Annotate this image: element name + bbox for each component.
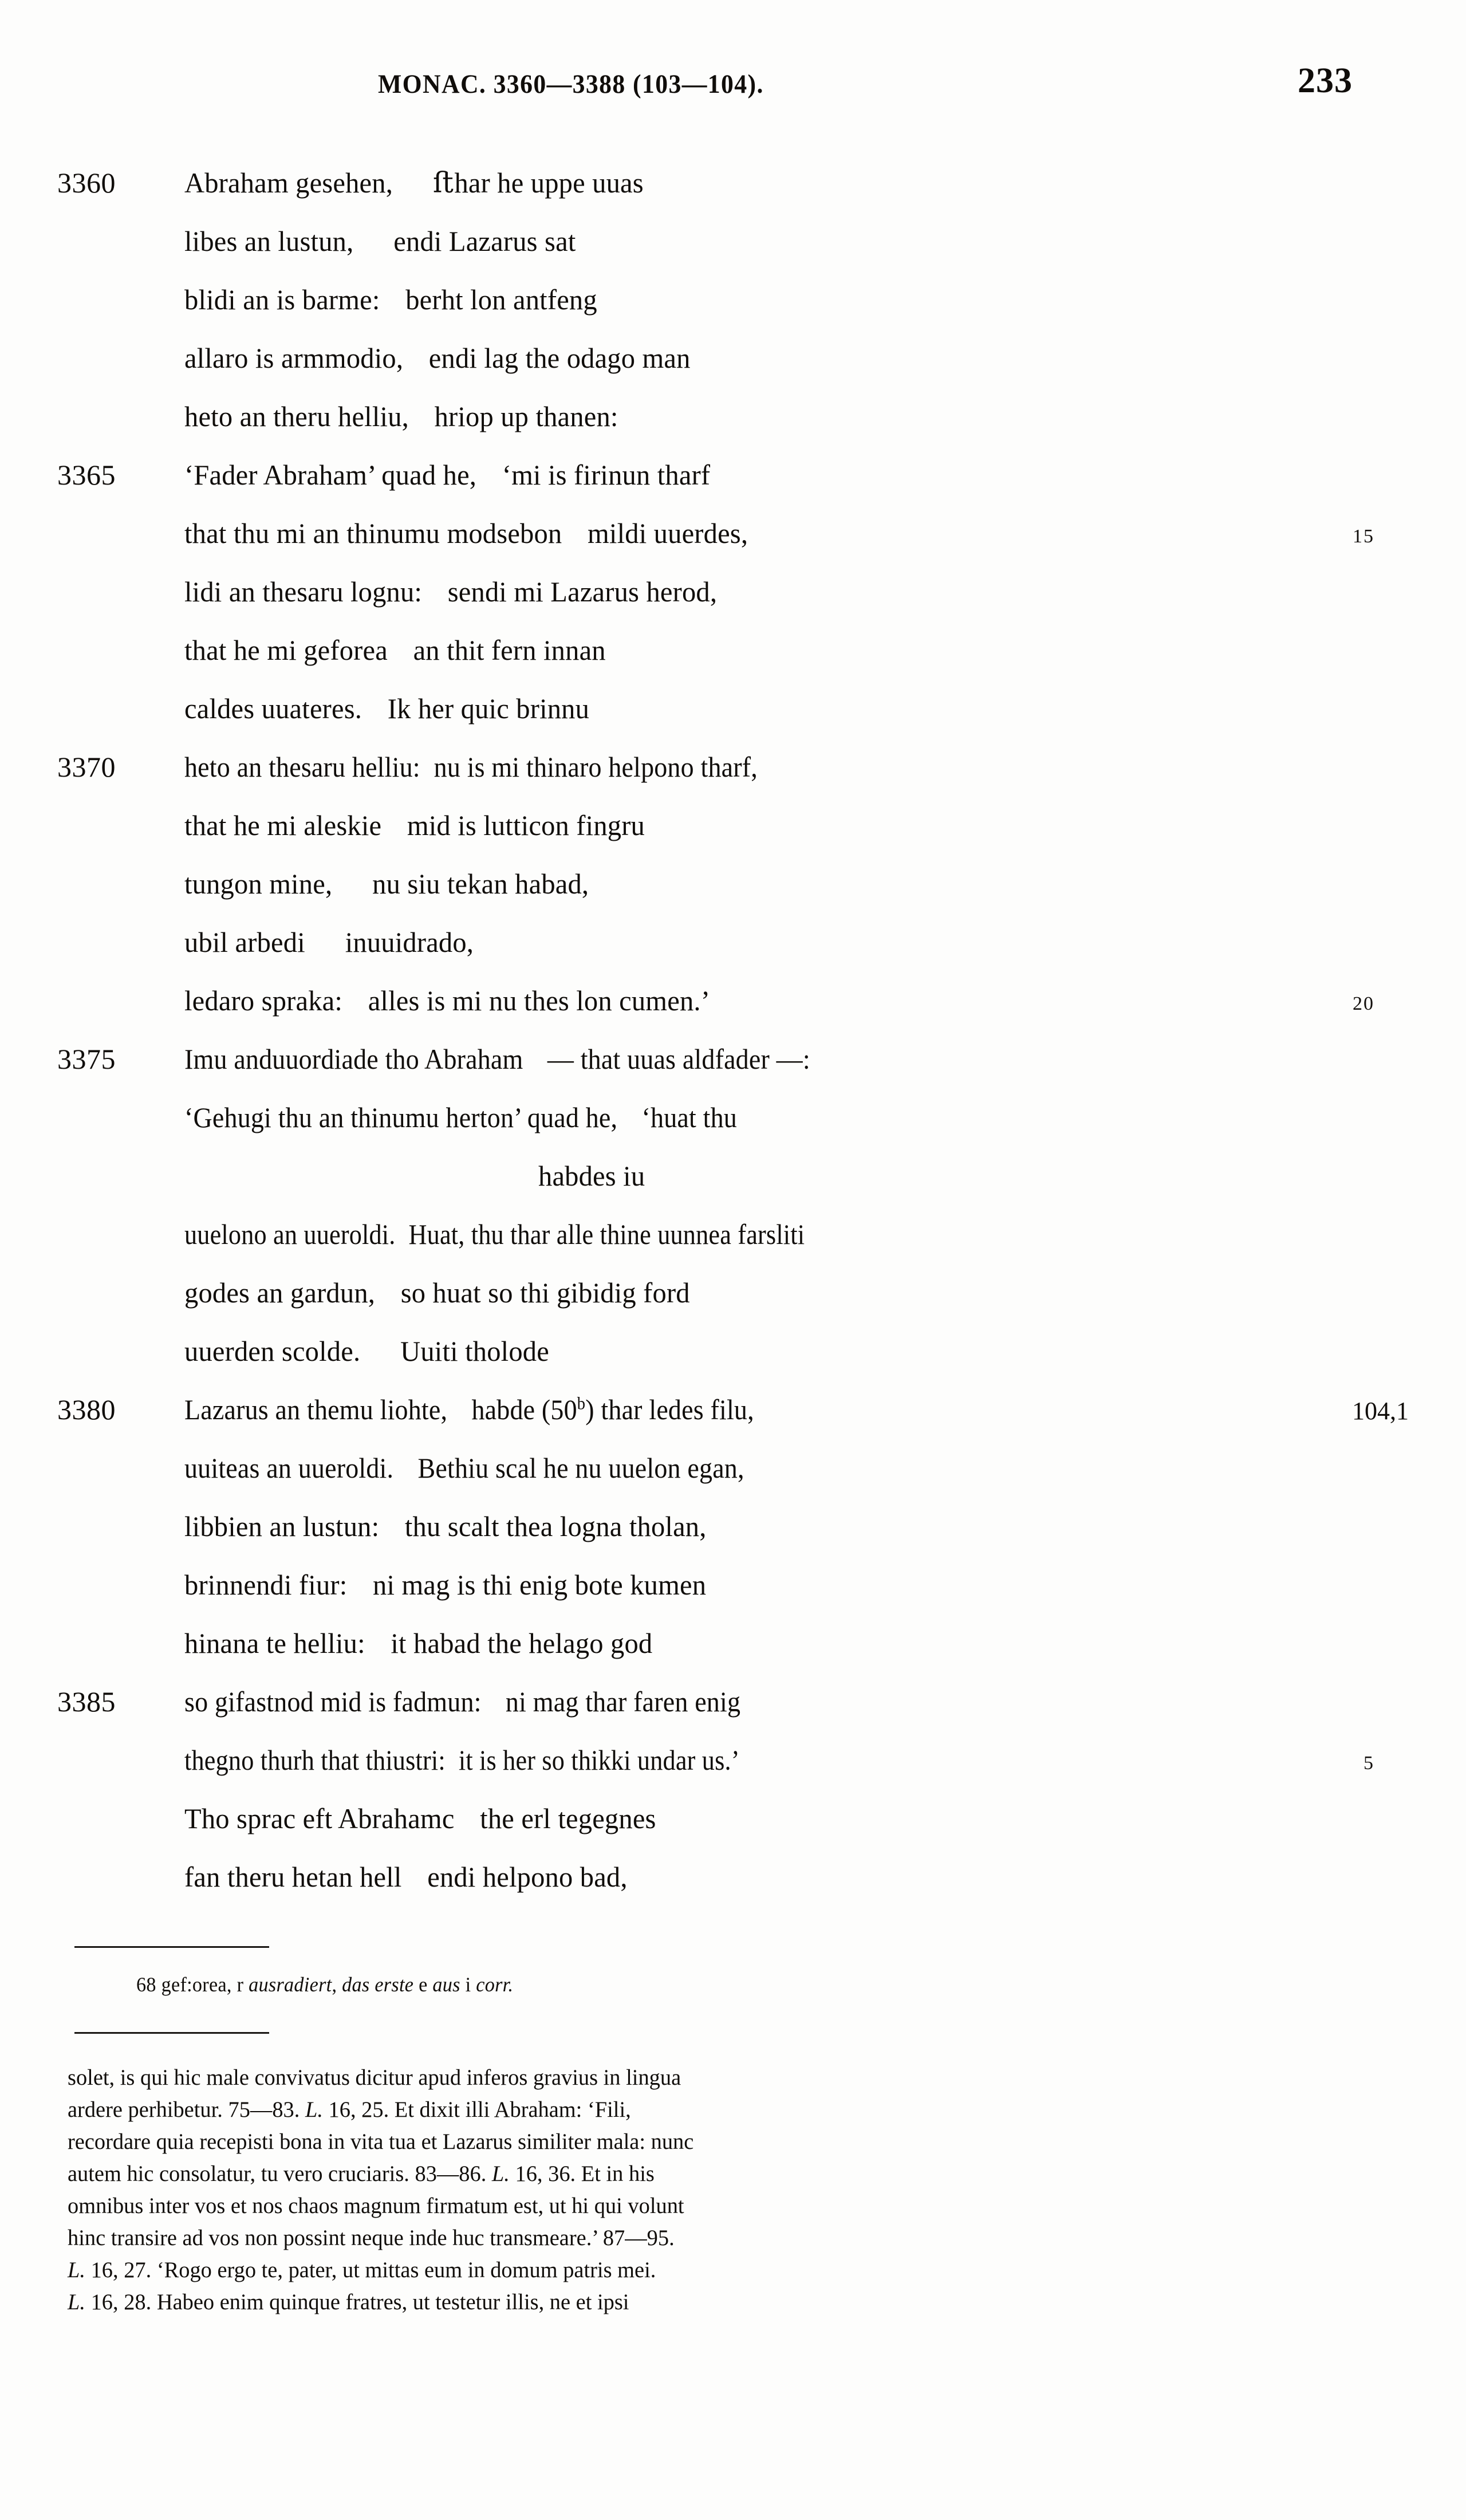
commentary-citation: L. <box>68 2290 85 2314</box>
verse-line-text: hinana te helliu: it habad the helago god <box>184 1627 653 1659</box>
verse-line-text: uuerden scolde. Uuiti tholode <box>184 1335 549 1367</box>
verse-line-text: Imu anduuordiade tho Abraham — that uuas aldfader —: <box>184 1043 810 1075</box>
verse-line <box>0 1685 1466 1743</box>
verse-line-text: caldes uuateres. Ik her quic brinnu <box>184 692 590 724</box>
apparatus-text: e <box>413 1973 433 1996</box>
verse-block <box>0 166 1466 1919</box>
verse-line <box>0 1743 1466 1802</box>
apparatus-note <box>136 1972 513 1997</box>
verse-line-text: godes an gardun, so huat so thi gibidig ford <box>184 1277 690 1309</box>
apparatus-text: 68 gef:orea, r <box>136 1973 249 1996</box>
commentary-text: recordare quia recepisti bona in vita tua et Lazarus similiter mala: nunc <box>68 2129 694 2154</box>
verse-line <box>0 400 1466 458</box>
verse-line-text: Tho sprac eft Abrahamc the erl tegegnes <box>184 1802 656 1834</box>
verse-line <box>0 1334 1466 1393</box>
commentary-text: 16, 36. Et in his <box>509 2161 655 2186</box>
verse-line-number: 3360 <box>57 167 116 199</box>
verse-line <box>0 1159 1466 1218</box>
verse-line <box>0 692 1466 750</box>
page-number: 233 <box>1298 61 1353 100</box>
apparatus-emphasis: corr. <box>476 1973 514 1996</box>
verse-line <box>0 517 1466 575</box>
commentary-line <box>68 2158 1383 2190</box>
verse-line-text: uuelono an uueroldi. Huat, thu thar alle thine uunnea farsliti <box>184 1218 805 1250</box>
verse-line <box>0 1568 1466 1627</box>
commentary-line <box>68 2254 1383 2286</box>
commentary-line <box>68 2094 1383 2126</box>
commentary-line <box>68 2062 1383 2094</box>
commentary-text: solet, is qui hic male convivatus dicitur apud inferos gravius in lingua <box>68 2065 681 2090</box>
running-title: MONAC. 3360—3388 (103—104). <box>378 69 764 99</box>
verse-line-text: heto an theru helliu, hriop up thanen: <box>184 400 618 432</box>
apparatus-emphasis: das erste <box>342 1973 414 1996</box>
verse-line <box>0 1101 1466 1159</box>
apparatus-emphasis: aus <box>432 1973 460 1996</box>
commentary-line <box>68 2126 1383 2158</box>
commentary-rule-top <box>74 2032 269 2034</box>
commentary-text: 16, 25. Et dixit illi Abraham: ‘Fili, <box>322 2097 631 2122</box>
margin-line-marker: 15 <box>1353 526 1374 547</box>
commentary-citation: L. <box>305 2097 323 2122</box>
verse-line-text: lidi an thesaru lognu: sendi mi Lazarus herod, <box>184 576 718 608</box>
verse-line <box>0 283 1466 341</box>
verse-line <box>0 867 1466 926</box>
verse-line-text: brinnendi fiur: ni mag is thi enig bote kumen <box>184 1569 707 1601</box>
commentary-line <box>68 2286 1383 2318</box>
verse-line-text: so gifastnod mid is fadmun: ni mag thar faren enig <box>184 1686 741 1718</box>
verse-line-text: ‘Fader Abraham’ quad he, ‘mi is firinun tharf <box>184 459 711 491</box>
apparatus-text: i <box>460 1973 476 1996</box>
verse-line-text: tungon mine, nu siu tekan habad, <box>184 868 589 900</box>
verse-line-text: that he mi aleskie mid is lutticon fingru <box>184 809 645 841</box>
verse-line <box>0 984 1466 1042</box>
verse-line <box>0 1218 1466 1276</box>
margin-line-marker: 5 <box>1363 1753 1374 1774</box>
verse-line <box>0 1393 1466 1451</box>
verse-line <box>0 750 1466 809</box>
verse-line-text: fan theru hetan hell endi helpono bad, <box>184 1861 628 1893</box>
margin-line-marker: 20 <box>1353 993 1374 1014</box>
verse-line-text: Abraham gesehen, ﬅhar he uppe uuas <box>184 167 644 199</box>
verse-line-text: uuiteas an uueroldi. Bethiu scal he nu uuelon egan, <box>184 1452 744 1484</box>
verse-line <box>0 575 1466 633</box>
verse-line <box>0 1860 1466 1919</box>
verse-line <box>0 341 1466 400</box>
verse-line <box>0 1510 1466 1568</box>
commentary-text: ardere perhibetur. 75—83. <box>68 2097 305 2122</box>
verse-line <box>0 225 1466 283</box>
verse-line <box>0 1451 1466 1510</box>
verse-line <box>0 1276 1466 1334</box>
commentary-text: hinc transire ad vos non possint neque inde huc transmeare.’ 87—95. <box>68 2226 675 2250</box>
verse-line-text: allaro is armmodio, endi lag the odago man <box>184 342 691 374</box>
commentary-line <box>68 2190 1383 2222</box>
verse-line <box>0 1802 1466 1860</box>
verse-line-text: libbien an lustun: thu scalt thea logna tholan, <box>184 1510 707 1542</box>
verse-line-number: 3375 <box>57 1043 116 1075</box>
verse-line-text: that thu mi an thinumu modsebon mildi uuerdes, <box>184 517 748 549</box>
margin-line-marker: 104,1 <box>1352 1397 1409 1425</box>
verse-line-text: Lazarus an themu liohte, habde (50$^b$) thar ledes filu, <box>184 1393 754 1426</box>
verse-line-number: 3365 <box>57 459 116 491</box>
commentary-citation: L. <box>491 2161 510 2186</box>
verse-line <box>0 633 1466 692</box>
commentary-text: 16, 28. Habeo enim quinque fratres, ut testetur illis, ne et ipsi <box>85 2290 629 2314</box>
verse-line-text: blidi an is barme: berht lon antfeng <box>184 284 597 316</box>
verse-line-text: thegno thurh that thiustri: it is her so thikki undar us.’ <box>184 1744 740 1776</box>
verse-line <box>0 809 1466 867</box>
verse-line <box>0 1627 1466 1685</box>
apparatus-text: , <box>332 1973 342 1996</box>
latin-commentary <box>68 2062 1403 2318</box>
verse-line-text: libes an lustun, endi Lazarus sat <box>184 225 576 257</box>
verse-line <box>0 166 1466 225</box>
verse-line-text: ledaro spraka: alles is mi nu thes lon cumen.’ <box>184 985 711 1017</box>
verse-line-number: 3380 <box>57 1393 116 1426</box>
verse-line-number: 3385 <box>57 1686 116 1718</box>
verse-line-text: heto an thesaru helliu: nu is mi thinaro helpono tharf, <box>184 751 758 783</box>
commentary-text: omnibus inter vos et nos chaos magnum firmatum est, ut hi qui volunt <box>68 2194 684 2218</box>
verse-line-text: habdes iu <box>538 1160 645 1192</box>
verse-line <box>0 458 1466 517</box>
apparatus-rule-top <box>74 1946 269 1948</box>
verse-line-number: 3370 <box>57 751 116 783</box>
verse-line-text: ubil arbedi inuuidrado, <box>184 926 474 958</box>
commentary-text: autem hic consolatur, tu vero cruciaris. 83—86. <box>68 2161 492 2186</box>
verse-line <box>0 926 1466 984</box>
commentary-citation: L. <box>68 2258 85 2282</box>
commentary-line <box>68 2222 1383 2254</box>
running-head <box>0 61 1466 115</box>
commentary-text: 16, 27. ‘Rogo ergo te, pater, ut mittas eum in domum patris mei. <box>85 2258 656 2282</box>
verse-line-text: that he mi geforea an thit fern innan <box>184 634 606 666</box>
verse-line <box>0 1042 1466 1101</box>
apparatus-emphasis: ausradiert <box>249 1973 332 1996</box>
verse-line-text: ‘Gehugi thu an thinumu herton’ quad he, ‘huat thu <box>184 1101 737 1133</box>
